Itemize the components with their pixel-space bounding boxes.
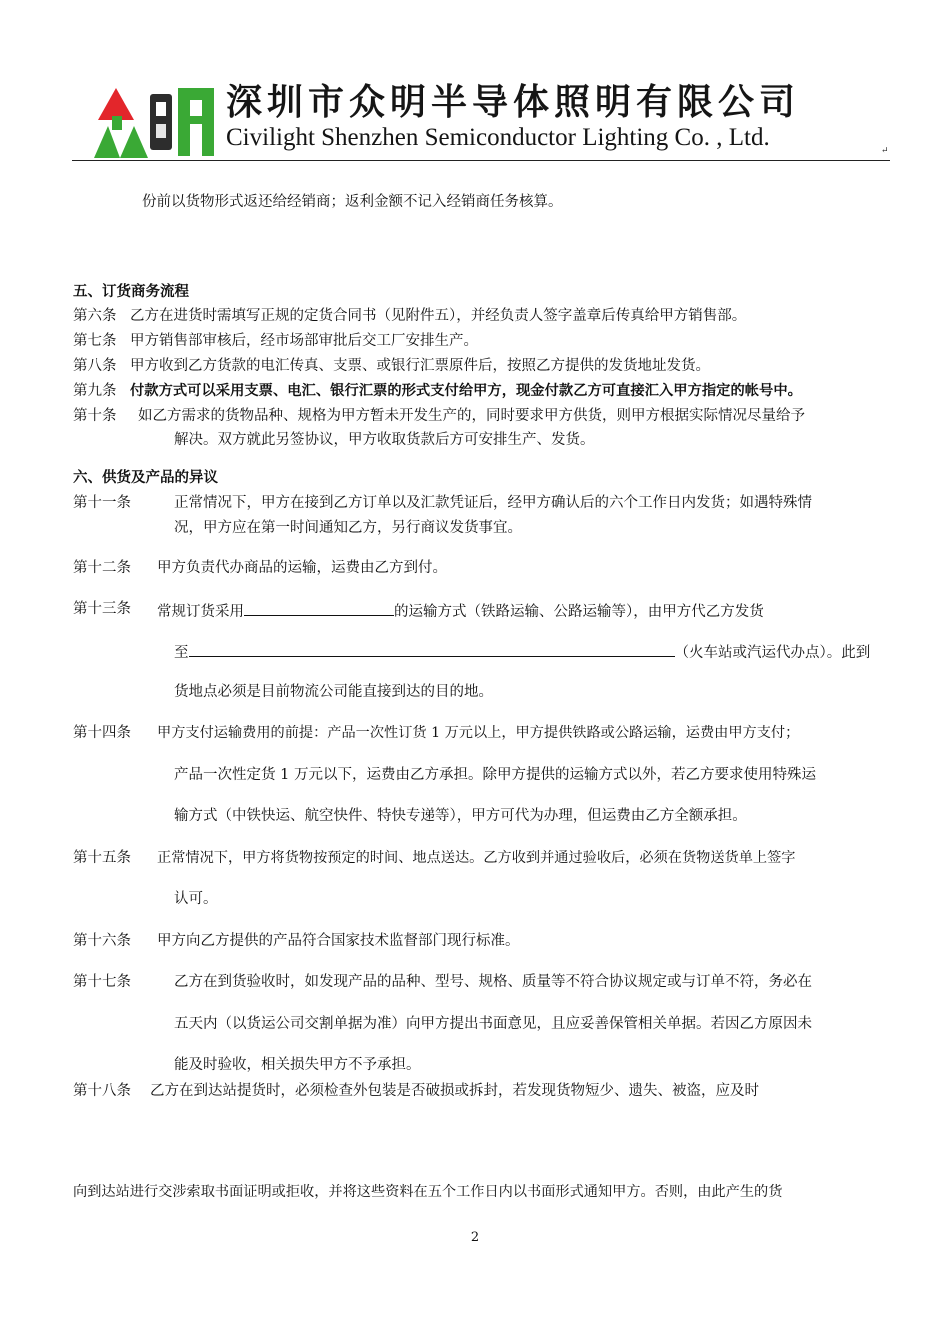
article-16-label: 第十六条 [73, 933, 131, 949]
article-15-label: 第十五条 [73, 850, 131, 866]
article-13-line-3: 货地点必须是目前物流公司能直接到达的目的地。 [174, 684, 493, 700]
article-7-label: 第七条 [73, 333, 117, 349]
article-15-line-2: 认可。 [174, 891, 218, 907]
page-number: 2 [470, 1230, 480, 1245]
article-11-line-1: 正常情况下，甲方在接到乙方订单以及汇款凭证后，经甲方确认后的六个工作日内发货；如遇特殊情 [174, 495, 812, 511]
article-6-text: 乙方在进货时需填写正规的定货合同书（见附件五），并经负责人签字盖章后传真给甲方销售部。 [130, 308, 747, 324]
continued-line: 份前以货物形式返还给经销商；返利金额不记入经销商任务核算。 [142, 194, 563, 210]
article-15-line-1: 正常情况下，甲方将货物按预定的时间、地点送达。乙方收到并通过验收后，必须在货物送货单上签字 [157, 850, 796, 866]
article-17-line-3: 能及时验收，相关损失甲方不予承担。 [174, 1057, 421, 1073]
article-13-line-1 [157, 599, 764, 622]
article-11-line-2: 况，甲方应在第一时间通知乙方，另行商议发货事宜。 [174, 520, 522, 536]
article-17-line-2: 五天内（以货运公司交割单据为准）向甲方提出书面意见，且应妥善保管相关单据。若因乙方原因未 [174, 1016, 812, 1032]
article-12-text: 甲方负责代办商品的运输，运费由乙方到付。 [157, 560, 447, 576]
article-13-line-2 [174, 640, 870, 663]
section-5-heading: 五、订货商务流程 [73, 283, 189, 300]
article-13-label: 第十三条 [73, 601, 131, 617]
article-8-text: 甲方收到乙方货款的电汇传真、支票、或银行汇票原件后，按照乙方提供的发货地址发货。 [130, 358, 710, 374]
article-13-post: 的运输方式（铁路运输、公路运输等），由甲方代乙方发货 [394, 604, 764, 620]
article-13-to: 至 [174, 645, 189, 661]
company-logo [94, 80, 216, 160]
article-18-text: 乙方在到达站提货时，必须检查外包装是否破损或拆封，若发现货物短少、遗失、被盗，应及时 [150, 1083, 759, 1099]
header-divider [72, 160, 890, 161]
article-14-line-3: 输方式（中铁快运、航空快件、特快专递等），甲方可代为办理，但运费由乙方全额承担。 [174, 808, 747, 824]
article-7-text: 甲方销售部审核后，经市场部审批后交工厂安排生产。 [130, 333, 478, 349]
article-10-line-1: 如乙方需求的货物品种、规格为甲方暂未开发生产的，同时要求甲方供货，则甲方根据实际情况尽量给予 [138, 408, 805, 424]
company-name-cn: 深圳市众明半导体照明有限公司 [226, 81, 801, 123]
section-6-heading: 六、供货及产品的异议 [73, 469, 218, 486]
destination-blank[interactable] [189, 640, 675, 657]
article-10-line-2: 解决。双方就此另签协议，甲方收取货款后方可安排生产、发货。 [174, 432, 595, 448]
paragraph-mark: ↵ [881, 146, 889, 156]
article-11-label: 第十一条 [73, 495, 131, 511]
logo-graphic [94, 80, 216, 160]
article-17-label: 第十七条 [73, 974, 131, 990]
article-14-label: 第十四条 [73, 725, 131, 741]
article-14-line-1: 甲方支付运输费用的前提：产品一次性订货 1 万元以上，甲方提供铁路或公路运输，运费由甲方支付； [157, 725, 800, 741]
transport-method-blank[interactable] [244, 599, 394, 616]
article-12-label: 第十二条 [73, 560, 131, 576]
article-17-line-1: 乙方在到货验收时，如发现产品的品种、型号、规格、质量等不符合协议规定或与订单不符，务必在 [174, 974, 812, 990]
article-8-label: 第八条 [73, 358, 117, 374]
article-6-label: 第六条 [73, 308, 117, 324]
article-13-to-post: （火车站或汽运代办点）。此到 [674, 645, 871, 661]
article-9-text: 付款方式可以采用支票、电汇、银行汇票的形式支付给甲方，现金付款乙方可直接汇入甲方指定的帐号中。 [130, 383, 802, 399]
company-name-en: Civilight Shenzhen Semiconductor Lighting Co. , Ltd. [226, 124, 770, 151]
continued-bottom-line: 向到达站进行交涉索取书面证明或拒收，并将这些资料在五个工作日内以书面形式通知甲方。否则，由此产生的货 [73, 1184, 783, 1200]
article-16-text: 甲方向乙方提供的产品符合国家技术监督部门现行标准。 [157, 933, 520, 949]
article-18-label: 第十八条 [73, 1083, 131, 1099]
article-10-label: 第十条 [73, 408, 117, 424]
article-14-line-2: 产品一次性定货 1 万元以下，运费由乙方承担。除甲方提供的运输方式以外，若乙方要求使用特殊运 [174, 767, 816, 783]
article-13-pre: 常规订货采用 [157, 604, 244, 620]
article-9-label: 第九条 [73, 383, 117, 399]
